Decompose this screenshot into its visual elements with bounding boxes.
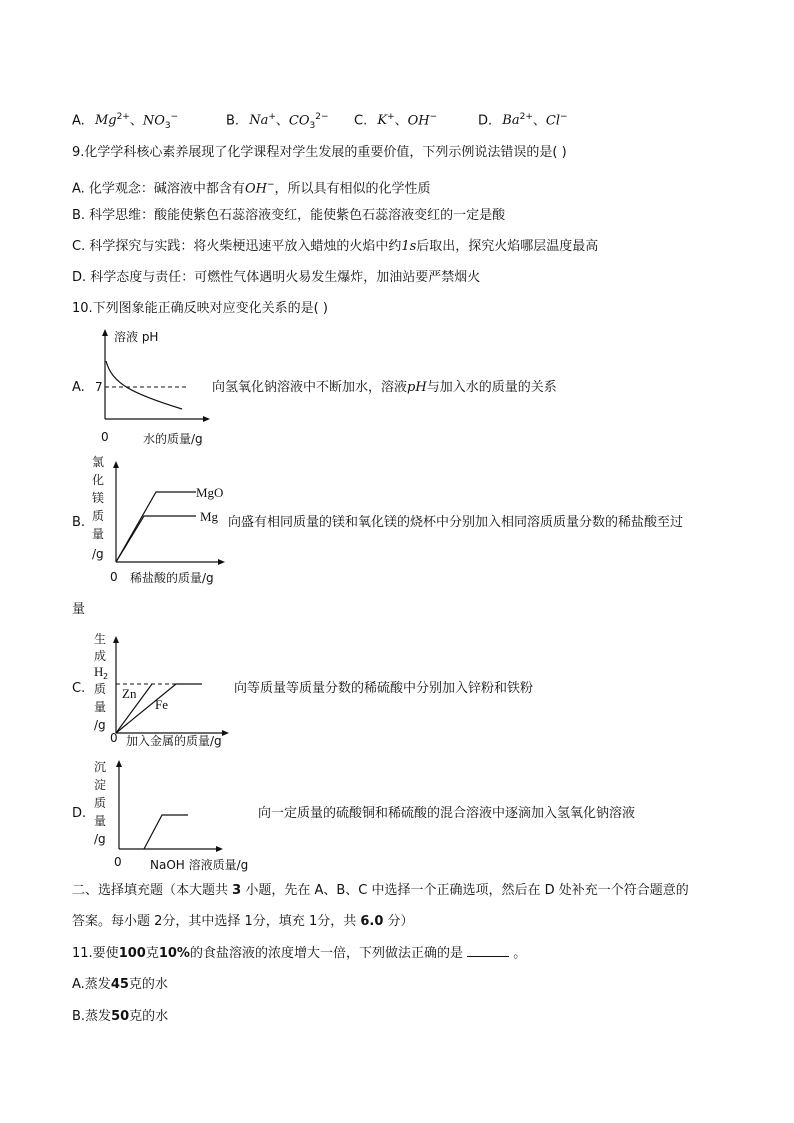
graph-b-y-label-4: 质 bbox=[92, 509, 105, 523]
graph-b-origin: 0 bbox=[110, 570, 118, 584]
q9-option-c: C. 科学探究与实践：将火柴梗迅速平放入蜡烛的火焰中约1s后取出，探究火焰哪层温度最高 bbox=[72, 239, 599, 254]
graph-c-y-arrow bbox=[113, 636, 119, 643]
graph-b-mg-label: Mg bbox=[200, 509, 219, 524]
graph-d-y-label-5: /g bbox=[94, 832, 106, 846]
graph-a-ph-curve bbox=[106, 361, 182, 409]
q10-c-desc: 向等质量等质量分数的稀硫酸中分别加入锌粉和铁粉 bbox=[234, 681, 534, 696]
graph-a-origin: 0 bbox=[101, 430, 109, 444]
graph-c-x-arrow bbox=[222, 730, 229, 736]
graph-b-y-arrow bbox=[113, 461, 119, 468]
graph-b-y-label-3: 镁 bbox=[92, 491, 105, 505]
graph-b-mgo-line bbox=[116, 492, 196, 562]
graph-d-y-label-1: 沉 bbox=[94, 760, 107, 774]
q10-c-label: C. bbox=[72, 681, 86, 696]
graph-c-origin: 0 bbox=[110, 731, 118, 745]
graph-b-y-label-6: /g bbox=[92, 547, 104, 561]
graph-b-mg-line bbox=[116, 516, 196, 562]
graph-c-y-label-5: /g bbox=[94, 718, 106, 732]
graph-c-y-label-4: 量 bbox=[94, 700, 107, 714]
graph-c-y-label-1: 生 bbox=[94, 632, 107, 646]
graph-b-x-arrow bbox=[218, 559, 225, 565]
section2-heading-line2: 答案。每小题 2分，其中选择 1分，填充 1分，共 6.0 分） bbox=[72, 914, 414, 929]
q8-option-d: D. $Ba^{2+}$、Cl− bbox=[478, 112, 568, 129]
q8-option-a: A. $Mg^{2+}$、$NO_3^-$ bbox=[72, 112, 179, 131]
q10-b-desc: 向盛有相同质量的镁和氧化镁的烧杯中分别加入相同溶质质量分数的稀盐酸至过 bbox=[228, 515, 684, 530]
q11-answer-blank[interactable] bbox=[467, 944, 509, 957]
q9-option-a: A. 化学观念：碱溶液中都含有OH−，所以具有相似的化学性质 bbox=[72, 180, 431, 197]
q9-stem: 9.化学学科核心素养展现了化学课程对学生发展的重要价值，下列示例说法错误的是( ) bbox=[72, 145, 567, 160]
graph-a-x-arrow bbox=[203, 416, 210, 422]
graph-d-x-label: NaOH 溶液质量/g bbox=[150, 858, 249, 872]
graph-c-y-label-2: 成 bbox=[94, 649, 107, 663]
graph-c-x-label: 加入金属的质量/g bbox=[126, 734, 222, 748]
graph-b-y-label-5: 量 bbox=[92, 527, 105, 541]
q10-d-desc: 向一定质量的硫酸铜和稀硫酸的混合溶液中逐滴加入氢氧化钠溶液 bbox=[258, 806, 636, 821]
graph-d-y-label-2: 淀 bbox=[94, 778, 107, 792]
graph-d bbox=[88, 753, 278, 878]
graph-d-y-label-3: 质 bbox=[94, 796, 107, 810]
q11-option-b: B.蒸发50克的水 bbox=[72, 1009, 169, 1024]
graph-d-origin: 0 bbox=[114, 855, 122, 869]
graph-c-y-label-3: 质 bbox=[94, 682, 107, 696]
graph-b-mgo-label: MgO bbox=[196, 485, 224, 500]
graph-a bbox=[90, 325, 220, 450]
graph-d-x-arrow bbox=[216, 846, 223, 852]
graph-b-y-label-1: 氯 bbox=[92, 455, 105, 469]
q8-option-c: C. K+、OH− bbox=[354, 112, 438, 129]
section2-heading-line1: 二、选择填充题（本大题共 3 小题，先在 A、B、C 中选择一个正确选项，然后在 D 处补充一个符合题意的 bbox=[72, 883, 689, 898]
graph-d-precipitate-line bbox=[144, 815, 188, 849]
graph-c-zn-label: Zn bbox=[122, 686, 137, 701]
graph-a-y-arrow bbox=[102, 329, 108, 336]
graph-b-x-label: 稀盐酸的质量/g bbox=[130, 571, 214, 585]
graph-c-y-label-h: H bbox=[94, 664, 104, 679]
q10-a-label: A. bbox=[72, 380, 85, 395]
q10-b-desc-cont: 量 bbox=[72, 602, 86, 617]
graph-a-x-label: 水的质量/g bbox=[143, 432, 203, 446]
q9-option-b: B. 科学思维：酸能使紫色石蕊溶液变红，能使紫色石蕊溶液变红的一定是酸 bbox=[72, 208, 506, 223]
graph-a-y-tick-7: 7 bbox=[95, 380, 103, 394]
q10-d-label: D. bbox=[72, 806, 87, 821]
graph-a-y-label: 溶液 pH bbox=[114, 330, 159, 344]
graph-b bbox=[88, 452, 238, 592]
graph-b-y-label-2: 化 bbox=[92, 473, 105, 487]
graph-d-y-label-4: 量 bbox=[94, 814, 107, 828]
q11-stem: 11.要使100克10%的食盐溶液的浓度增大一倍，下列做法正确的是 。 bbox=[72, 946, 527, 961]
q8-option-b: B. Na+、$CO_3^{2-}$ bbox=[226, 112, 329, 131]
q11-option-a: A.蒸发45克的水 bbox=[72, 977, 168, 992]
q10-a-desc: 向氢氧化钠溶液中不断加水，溶液pH与加入水的质量的关系 bbox=[212, 380, 557, 395]
graph-c-y-label-h-sub: 2 bbox=[103, 672, 109, 681]
graph-c-fe-label: Fe bbox=[155, 697, 168, 712]
q10-stem: 10.下列图象能正确反映对应变化关系的是( ) bbox=[72, 301, 328, 316]
q9-option-d: D. 科学态度与责任：可燃性气体遇明火易发生爆炸，加油站要严禁烟火 bbox=[72, 270, 481, 285]
q10-b-label: B. bbox=[72, 515, 86, 530]
graph-d-y-arrow bbox=[116, 760, 122, 767]
graph-c bbox=[88, 627, 248, 752]
